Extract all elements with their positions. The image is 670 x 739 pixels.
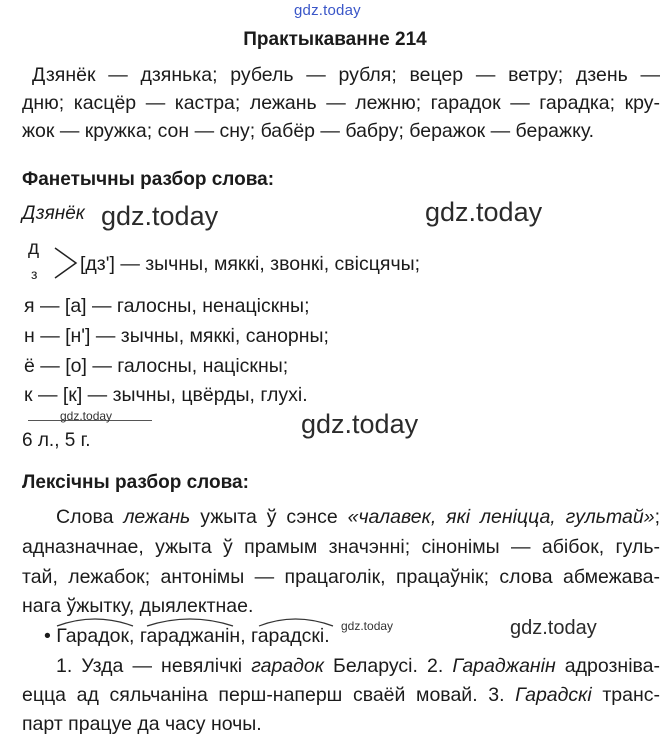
letter: ё xyxy=(24,355,35,377)
watermark-medium: gdz.today xyxy=(510,617,597,639)
lexical-line-8: парт працуе да часу ночы. xyxy=(22,713,262,735)
letter: я xyxy=(24,295,35,317)
phonetic-row-2 xyxy=(24,295,310,318)
exercise-line-2: дню; касцёр — кастра; лежань — лежню; гарадок — гарадка; кру- xyxy=(22,92,660,114)
lexical-line-6 xyxy=(56,652,660,680)
dash: — xyxy=(37,384,58,406)
text: ецца ад сяльчаніна перш-наперш сваёй мовай. 3. xyxy=(22,684,516,706)
lexical-line-1 xyxy=(56,503,660,531)
meaning: «чалавек, які леніцца, гультай» xyxy=(347,506,655,528)
watermark-big-3: gdz.today xyxy=(301,409,419,439)
description: — галосны, ненацiскны; xyxy=(92,295,310,317)
page-title: Практыкаванне 214 xyxy=(243,29,427,50)
text: транс- xyxy=(591,684,660,706)
watermark-big-1: gdz.today xyxy=(101,201,219,231)
phonetic-count: 6 л., 5 г. xyxy=(22,430,91,451)
description: — зычны, цвёрды, глухі. xyxy=(87,384,308,406)
sound: [дз'] xyxy=(80,253,115,275)
sound: [к] xyxy=(62,384,83,406)
sound: [н'] xyxy=(65,325,91,347)
lexical-heading: Лексічны разбор слова: xyxy=(22,472,249,493)
dash: — xyxy=(39,295,60,317)
merge-bracket-icon xyxy=(52,244,80,282)
watermark-small-2: gdz.today xyxy=(341,619,394,633)
phonetic-row-3 xyxy=(24,325,329,348)
exercise-line-1: Дзянёк — дзянька; рубель — рубля; вецер — ветру; дзень — xyxy=(32,64,660,86)
text: Беларусі. 2. xyxy=(323,655,453,677)
description: — галосны, нацiскны; xyxy=(92,355,289,377)
lexical-line-3: тай, лежабок; антонімы — працаголік, працаўнік; слова абмежава- xyxy=(22,566,660,588)
watermark-big-2: gdz.today xyxy=(425,197,543,227)
letter: н xyxy=(24,325,35,347)
phonetic-letter-z: з xyxy=(31,266,38,282)
text: ; xyxy=(654,506,661,528)
sound: [а] xyxy=(64,295,87,317)
term: Гарадскі xyxy=(515,684,592,706)
term: лежань xyxy=(123,506,191,528)
text: Слова xyxy=(56,506,124,528)
letter: к xyxy=(24,384,33,406)
lexical-line-4: нага ўжытку, дыялектнае. xyxy=(22,595,254,617)
exercise-line-3: жок — кружка; сон — сну; бабёр — бабру; беражок — беражку. xyxy=(22,120,595,142)
phonetic-row-5 xyxy=(24,384,308,407)
watermark-small-1: gdz.today xyxy=(60,409,113,423)
description: — зычны, мяккі, санорны; xyxy=(95,325,329,347)
dash: — xyxy=(40,325,60,347)
phonetic-row-4 xyxy=(24,355,288,378)
watermark-top: gdz.today xyxy=(294,2,361,19)
sound: [о] xyxy=(65,355,87,377)
lexical-line-7 xyxy=(22,681,660,709)
bullet-line: • Гарадок, гараджанін, гарадскі. xyxy=(44,625,330,647)
dash: — xyxy=(40,355,60,377)
phonetic-letter-d: д xyxy=(28,238,40,259)
lexical-line-2: адназначнае, ужыта ў прамым значэнні; сінонімы — абібок, гуль- xyxy=(22,536,660,558)
description: — зычны, мяккі, звонкі, свісцячы; xyxy=(120,253,421,275)
text: 1. Узда — невялічкі xyxy=(56,655,252,677)
text: адрознiва- xyxy=(555,655,661,677)
phonetic-row-1 xyxy=(80,253,420,276)
phonetic-heading: Фанетычны разбор слова: xyxy=(22,169,275,190)
term: Гараджанін xyxy=(452,655,556,677)
morpheme-arcs xyxy=(55,612,345,628)
text: ужыта ў сэнсе xyxy=(190,506,348,528)
term: гарадок xyxy=(251,655,324,677)
phonetic-word: Дзянёк xyxy=(22,203,85,224)
